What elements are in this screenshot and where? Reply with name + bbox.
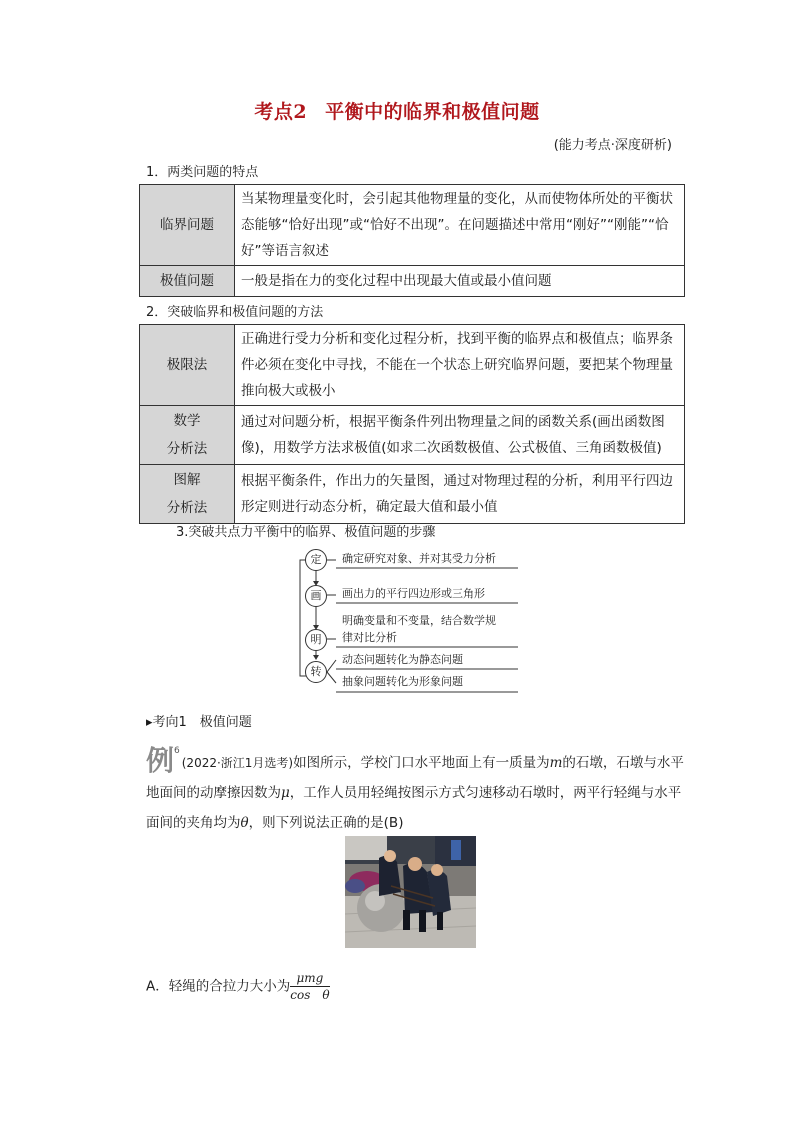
example-number: 6 <box>174 746 180 756</box>
section2-table <box>139 324 685 524</box>
example-answer: B <box>388 815 399 831</box>
var-mu: μ <box>281 785 290 801</box>
var-theta: θ <box>240 815 249 831</box>
row-label: 极值问题 <box>140 266 235 297</box>
subheading: ▸考向1 极值问题 <box>146 715 252 730</box>
example-problem <box>146 736 686 838</box>
row-label-line: 分析法 <box>166 441 208 457</box>
stone-pier-photo <box>345 836 476 948</box>
example-source: (2022·浙江1月选考) <box>181 756 294 770</box>
option-a-label: A．轻绳的合拉力大小为 <box>146 978 291 995</box>
option-a-fraction <box>290 970 329 1003</box>
row-label: 极限法 <box>140 325 235 406</box>
step-text: 动态问题转化为静态问题 <box>342 653 463 666</box>
step-text: 确定研究对象、并对其受力分析 <box>342 552 496 565</box>
step-node: 明 <box>305 629 327 651</box>
example-text: 如图所示，学校门口水平地面上有一质量为 <box>293 755 550 771</box>
step-text: 抽象问题转化为形象问题 <box>342 675 463 688</box>
table-row <box>140 406 685 465</box>
row-text: 正确进行受力分析和变化过程分析，找到平衡的临界点和极值点；临界条件必须在变化中寻找，不能在一个状态上研究临界问题，要把某个物理量推向极大或极小 <box>235 325 685 406</box>
table-row <box>140 325 685 406</box>
row-label <box>140 465 235 524</box>
section1-table <box>139 184 685 297</box>
table-row <box>140 185 685 266</box>
row-text: 通过对问题分析，根据平衡条件列出物理量之间的函数关系(画出函数图像)，用数学方法求极值(如求二次函数极值、公式极值、三角函数极值) <box>235 406 685 465</box>
step-text: 明确变量和不变量，结合数学规 <box>342 614 496 627</box>
table-row <box>140 465 685 524</box>
fraction-numerator: μmg <box>290 970 329 987</box>
row-label-line: 图解 <box>173 472 201 488</box>
steps-flowchart <box>298 548 520 694</box>
example-text: ，工作人员用轻绳按图示方式匀速移动石墩时，两平行轻绳与水平面间的夹角均为 <box>146 785 682 831</box>
title-text: 平衡中的临界和极值问题 <box>325 101 540 123</box>
photo-illustration <box>345 836 476 948</box>
table-row <box>140 266 685 297</box>
example-text: ) <box>398 815 404 831</box>
step-text: 画出力的平行四边形或三角形 <box>342 587 485 600</box>
difficulty-tag: (能力考点·深度研析) <box>553 138 672 153</box>
row-text: 根据平衡条件，作出力的矢量图，通过对物理过程的分析，利用平行四边形定则进行动态分析，确定最大值和最小值 <box>235 465 685 524</box>
row-label-line: 分析法 <box>166 500 208 516</box>
row-text: 当某物理量变化时，会引起其他物理量的变化，从而使物体所处的平衡状态能够“恰好出现”或“恰好不出现”。在问题描述中常用“刚好”“刚能”“恰好”等语言叙述 <box>235 185 685 266</box>
title-number: 考点2 <box>254 101 308 123</box>
row-label-line: 数学 <box>173 413 201 429</box>
row-label: 临界问题 <box>140 185 235 266</box>
section2-heading: 2．突破临界和极值问题的方法 <box>146 305 324 320</box>
option-a <box>146 970 330 1003</box>
step-node: 画 <box>305 585 327 607</box>
row-text: 一般是指在力的变化过程中出现最大值或最小值问题 <box>235 266 685 297</box>
section3-heading: 3.突破共点力平衡中的临界、极值问题的步骤 <box>176 525 436 540</box>
step-text: 律对比分析 <box>342 631 397 644</box>
row-label <box>140 406 235 465</box>
page-title <box>0 97 794 124</box>
fraction-denominator: cos θ <box>290 988 330 1002</box>
var-m: m <box>549 755 563 771</box>
example-text: 的石墩，石墩与水平地面间的动摩擦因数为 <box>146 755 684 801</box>
example-mark: 例 <box>146 744 175 777</box>
step-node: 定 <box>305 549 327 571</box>
section1-heading: 1．两类问题的特点 <box>146 165 259 180</box>
example-text: ，则下列说法正确的是( <box>248 815 389 831</box>
step-node: 转 <box>305 661 327 683</box>
